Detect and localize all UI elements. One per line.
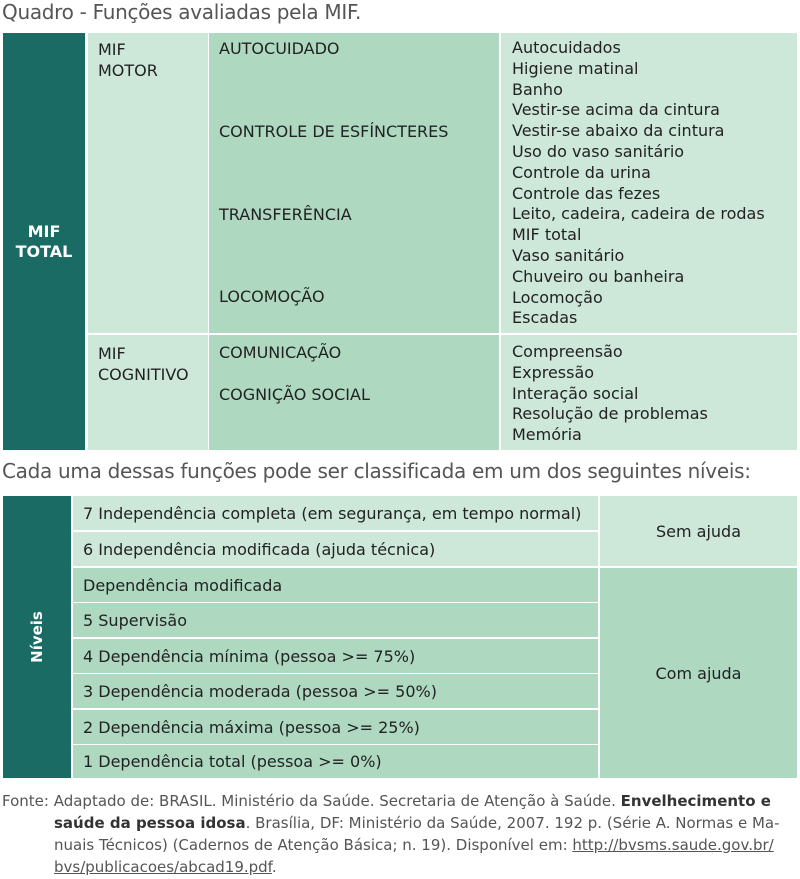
level-row: 5 Supervisão xyxy=(73,603,598,637)
mif-total-label: MIF TOTAL xyxy=(15,221,73,261)
list-item: Autocuidados xyxy=(512,38,621,57)
source-link[interactable]: http://bvsms.saude.gov.br/ xyxy=(572,836,774,854)
list-item: Uso do vaso sanitário xyxy=(512,141,685,161)
category-autocuidado: AUTOCUIDADO xyxy=(219,39,340,58)
category-transferencia: TRANSFERÊNCIA xyxy=(219,205,352,224)
motor-items-list xyxy=(512,38,765,329)
list-item: Compreensão xyxy=(512,342,623,361)
list-item: MIF total xyxy=(512,225,582,245)
source-citation: Fonte: Adaptado de: BRASIL. Ministério da Saúde. Secretaria de Atenção à Saúde. Envelhecimento e saúde da pessoa idosa. Brasília, DF: Ministério da Saúde, 2007. 192 p. (Série A. Normas e Ma- nuais Técnicos) (Cadernos de Atenção Básica; n. 19). Disponível em: http://bvsms.saude.gov.br/ bvs/publicacoes/abcad19.pdf. xyxy=(2,792,780,876)
list-item: Interação social xyxy=(512,383,639,403)
level-row: Dependência modificada xyxy=(73,568,598,602)
category-locomocao: LOCOMOÇÃO xyxy=(219,287,325,306)
mif-total-cell xyxy=(3,33,85,450)
mif-motor-label: MIF MOTOR xyxy=(98,40,158,80)
level-row: 1 Dependência total (pessoa >= 0%) xyxy=(73,745,598,778)
levels-intro: Cada uma dessas funções pode ser classificada em um dos seguintes níveis: xyxy=(2,459,751,483)
list-item: Locomoção xyxy=(512,287,603,307)
list-item: Vestir-se abaixo da cintura xyxy=(512,121,725,141)
level-row: 4 Dependência mínima (pessoa >= 75%) xyxy=(73,639,598,673)
list-item: Controle das fezes xyxy=(512,183,661,203)
niveis-label: Níveis xyxy=(28,611,46,663)
motor-categories-cell xyxy=(209,33,499,333)
list-item: Controle da urina xyxy=(512,162,651,182)
cognitivo-items-list xyxy=(512,342,708,446)
com-ajuda-cell: Com ajuda xyxy=(600,568,797,778)
level-row: 6 Independência modificada (ajuda técnica) xyxy=(73,532,598,566)
list-item: Chuveiro ou banheira xyxy=(512,266,685,286)
level-row: 2 Dependência máxima (pessoa >= 25%) xyxy=(73,710,598,744)
mif-cognitivo-label: MIF COGNITIVO xyxy=(98,344,189,384)
category-comunicacao: COMUNICAÇÃO xyxy=(219,343,342,362)
list-item: Leito, cadeira, cadeira de rodas xyxy=(512,204,765,224)
list-item: Resolução de problemas xyxy=(512,404,708,424)
motor-items-cell xyxy=(501,33,797,333)
sem-ajuda-cell: Sem ajuda xyxy=(600,496,797,566)
list-item: Memória xyxy=(512,425,582,445)
level-row: 7 Independência completa (em segurança, em tempo normal) xyxy=(73,496,598,530)
list-item: Expressão xyxy=(512,362,595,382)
list-item: Vaso sanitário xyxy=(512,245,625,265)
cognitivo-items-cell xyxy=(501,335,797,450)
list-item: Vestir-se acima da cintura xyxy=(512,100,720,120)
category-cognicao-social: COGNIÇÃO SOCIAL xyxy=(219,385,370,404)
mif-cognitivo-cell xyxy=(88,335,208,450)
quadro-title: Quadro - Funções avaliadas pela MIF. xyxy=(2,0,362,24)
category-controle-esfincteres: CONTROLE DE ESFÍNCTERES xyxy=(219,122,449,141)
list-item: Escadas xyxy=(512,308,578,328)
source-link-cont[interactable]: bvs/publicacoes/abcad19.pdf xyxy=(54,858,272,876)
mif-motor-cell xyxy=(88,33,208,333)
list-item: Higiene matinal xyxy=(512,58,639,78)
level-row: 3 Dependência moderada (pessoa >= 50%) xyxy=(73,674,598,708)
list-item: Banho xyxy=(512,79,563,99)
niveis-cell xyxy=(3,496,71,778)
cognitivo-categories-cell xyxy=(209,335,499,450)
